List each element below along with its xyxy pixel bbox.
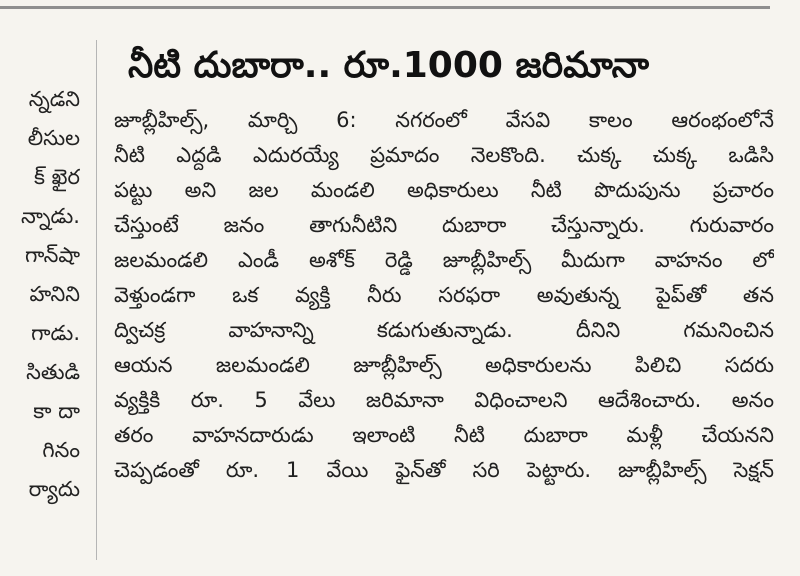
adjacent-article-line: సితుడి [26,360,80,384]
article-body-line: ఆయన జలమండలి జూబ్లీహిల్స్ అధికారులను పిలిచి సదరు [114,353,774,377]
adjacent-article-line: క్ ఖైర [34,165,80,189]
article-body-line: ద్విచక్ర వాహనాన్ని కడుగుతున్నాడు. దీనిని గమనించిన [114,318,774,342]
adjacent-article-column [0,80,92,576]
article-body-line: వ్యక్తికి రూ. 5 వేలు జరిమానా విధించాలని ఆదేశించారు. అనం [114,388,774,412]
adjacent-article-line: హనిని [29,282,80,306]
article-body-line: జలమండలి ఎండీ అశోక్ రెడ్డి జూబ్లీహిల్స్ మీదుగా వాహనం లో [114,248,774,272]
article-body [114,103,774,576]
adjacent-article-line: న్నడని [28,87,80,111]
article-body-line: చేస్తుంటే జనం తాగునీటిని దుబారా చేస్తున్నారు. గురువారం [114,213,774,237]
article-body-line: తరం వాహనదారుడు ఇలాంటి నీటి దుబారా మళ్లీ చేయనని [114,423,774,447]
column-divider [96,40,97,560]
adjacent-article-line: లీసుల [27,126,80,150]
top-rule [0,6,770,9]
article-body-line: చెప్పడంతో రూ. 1 వేయి ఫైన్‌తో సరి పెట్టారు. జూబ్లీహిల్స్ సెక్షన్ [114,458,774,482]
adjacent-article-line: ర్యాదు [28,477,80,501]
article-headline: నీటి దుబారా.. రూ.1000 జరిమానా [128,45,650,86]
adjacent-article-line: న్నాడు. [21,204,80,228]
adjacent-article-line: కా దా [33,399,80,423]
adjacent-article-line: గాన్‌షా [25,243,80,267]
adjacent-article-line: గాడు. [31,321,80,345]
article-body-line: పట్టు అని జల మండలి అధికారులు నీటి పొదుపును ప్రచారం [114,178,774,202]
article-body-line: నీటి ఎద్దడి ఎదురయ్యే ప్రమాదం నెలకొంది. చుక్క చుక్క ఒడిసి [114,143,774,167]
adjacent-article-line: గినం [42,438,80,462]
article-body-line: జూబ్లీహిల్స్, మార్చి 6: నగరంలో వేసవి కాలం ఆరంభంలోనే [114,108,774,132]
article-body-line: వెళ్తుండగా ఒక వ్యక్తి నీరు సరఫరా అవుతున్న పైప్‌తో తన [114,283,774,307]
